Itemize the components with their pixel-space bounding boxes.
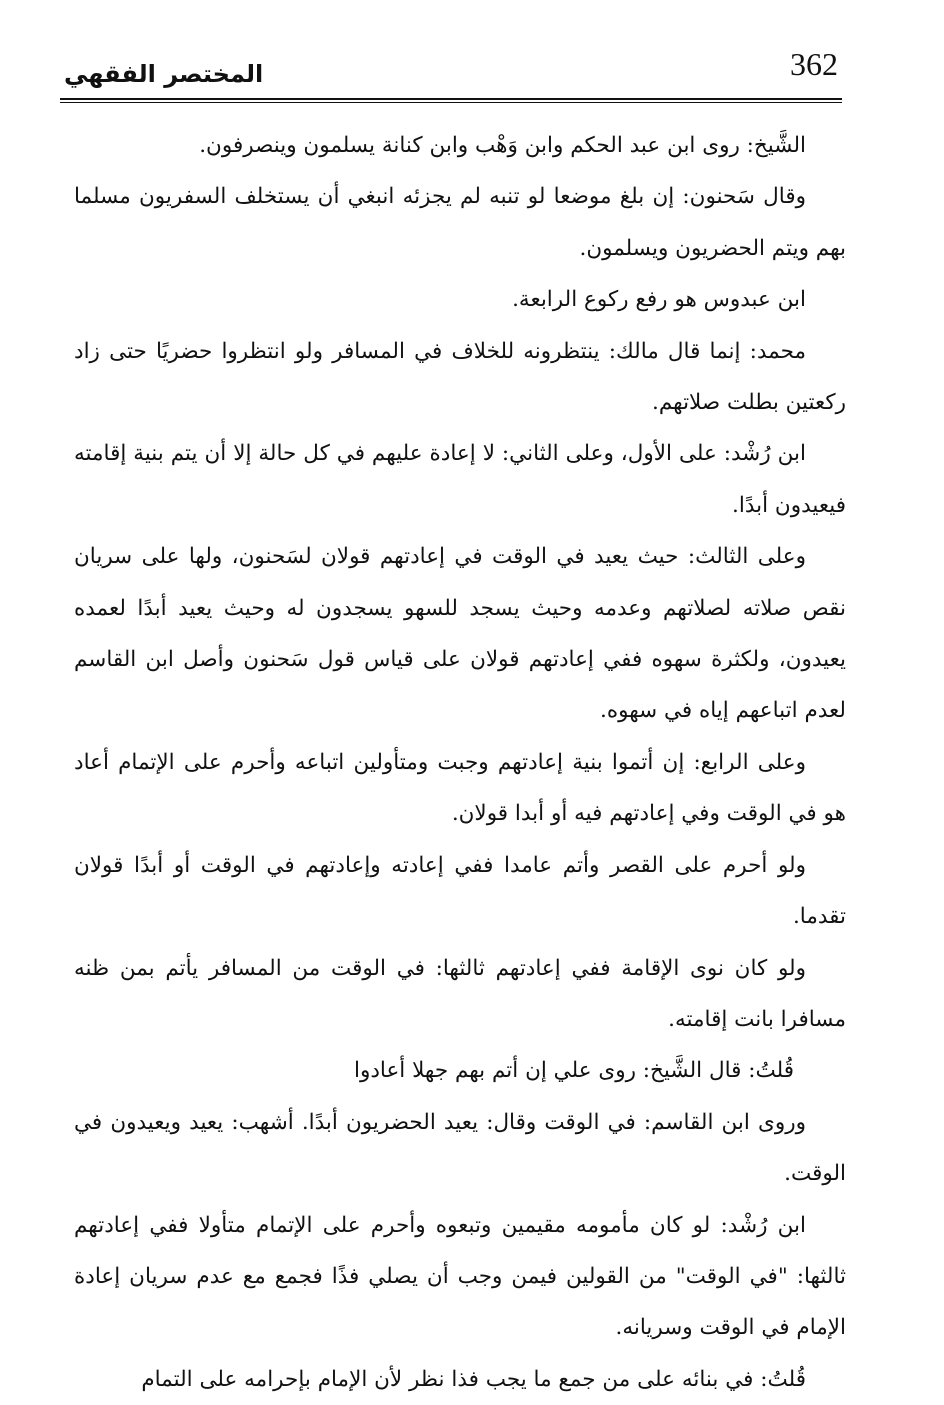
paragraph: ابن عبدوس هو رفع ركوع الرابعة. xyxy=(512,287,806,313)
paragraph: قُلتُ: قال الشَّيخ: روى علي إن أتم بهم جهلا أعادوا xyxy=(353,1058,794,1084)
paragraph: الشَّيخ: روى ابن عبد الحكم وابن وَهْب وابن كنانة يسلمون وينصرفون. xyxy=(199,133,806,158)
paragraph: ابن رُشْد: لو كان مأمومه مقيمين وتبعوه وأحرم على الإتمام متأولا ففي إعادتهم ثالثها: "في الوقت" من القولين فيمن وجب أن يصلي فذًا فجمع مع عدم سريان إعادة الإمام في الوقت وسريانه. xyxy=(74,1212,846,1341)
paragraph: وقال سَحنون: إن بلغ موضعا لو تنبه لم يجزئه انبغي أن يستخلف السفريون مسلما بهم ويتم الحضريون ويسلمون. xyxy=(74,184,846,261)
body-text xyxy=(74,120,846,1405)
paragraph: وروى ابن القاسم: في الوقت وقال: يعيد الحضريون أبدًا. أشهب: يعيد ويعيدون في الوقت. xyxy=(74,1109,846,1187)
paragraph: ولو أحرم على القصر وأتم عامدا ففي إعادته وإعادتهم في الوقت أو أبدًا قولان تقدما. xyxy=(74,852,846,930)
paragraph: ابن رُشْد: على الأول، وعلى الثاني: لا إعادة عليهم في كل حالة إلا أن يتم بنية إقامته فيعيدون أبدًا. xyxy=(74,441,846,518)
paragraph: محمد: إنما قال مالك: ينتظرونه للخلاف في المسافر ولو انتظروا حضريًا حتى زاد ركعتين بطلت صلاتهم. xyxy=(74,338,846,416)
paragraph: وعلى الثالث: حيث يعيد في الوقت في إعادتهم قولان لسَحنون، ولها على سريان نقص صلاته لصلاتهم وعدمه وحيث يسجد للسهو يسجدون له وحيث يعيد أبدًا لعمده يعيدون، ولكثرة سهوه ففي إعادتهم قولان على قياس قول سَحنون وأصل ابن القاسم لعدم اتباعهم إياه في سهوه. xyxy=(74,544,846,724)
paragraph: قُلتُ: في بنائه على من جمع ما يجب فذا نظر لأن الإمام بإحرامه على التمام xyxy=(141,1366,806,1392)
page-number: 362 xyxy=(790,46,838,82)
paragraph: وعلى الرابع: إن أتموا بنية إعادتهم وجبت ومتأولين اتباعه وأحرم على الإتمام أعاد هو في الوقت وفي إعادتهم فيه أو أبدا قولان. xyxy=(74,749,846,827)
running-title: المختصر الفقهي xyxy=(64,60,264,88)
header-rule xyxy=(60,98,842,103)
paragraph: ولو كان نوى الإقامة ففي إعادتهم ثالثها: في الوقت من المسافر يأتم بمن ظنه مسافرا بانت إقامته. xyxy=(74,955,846,1032)
